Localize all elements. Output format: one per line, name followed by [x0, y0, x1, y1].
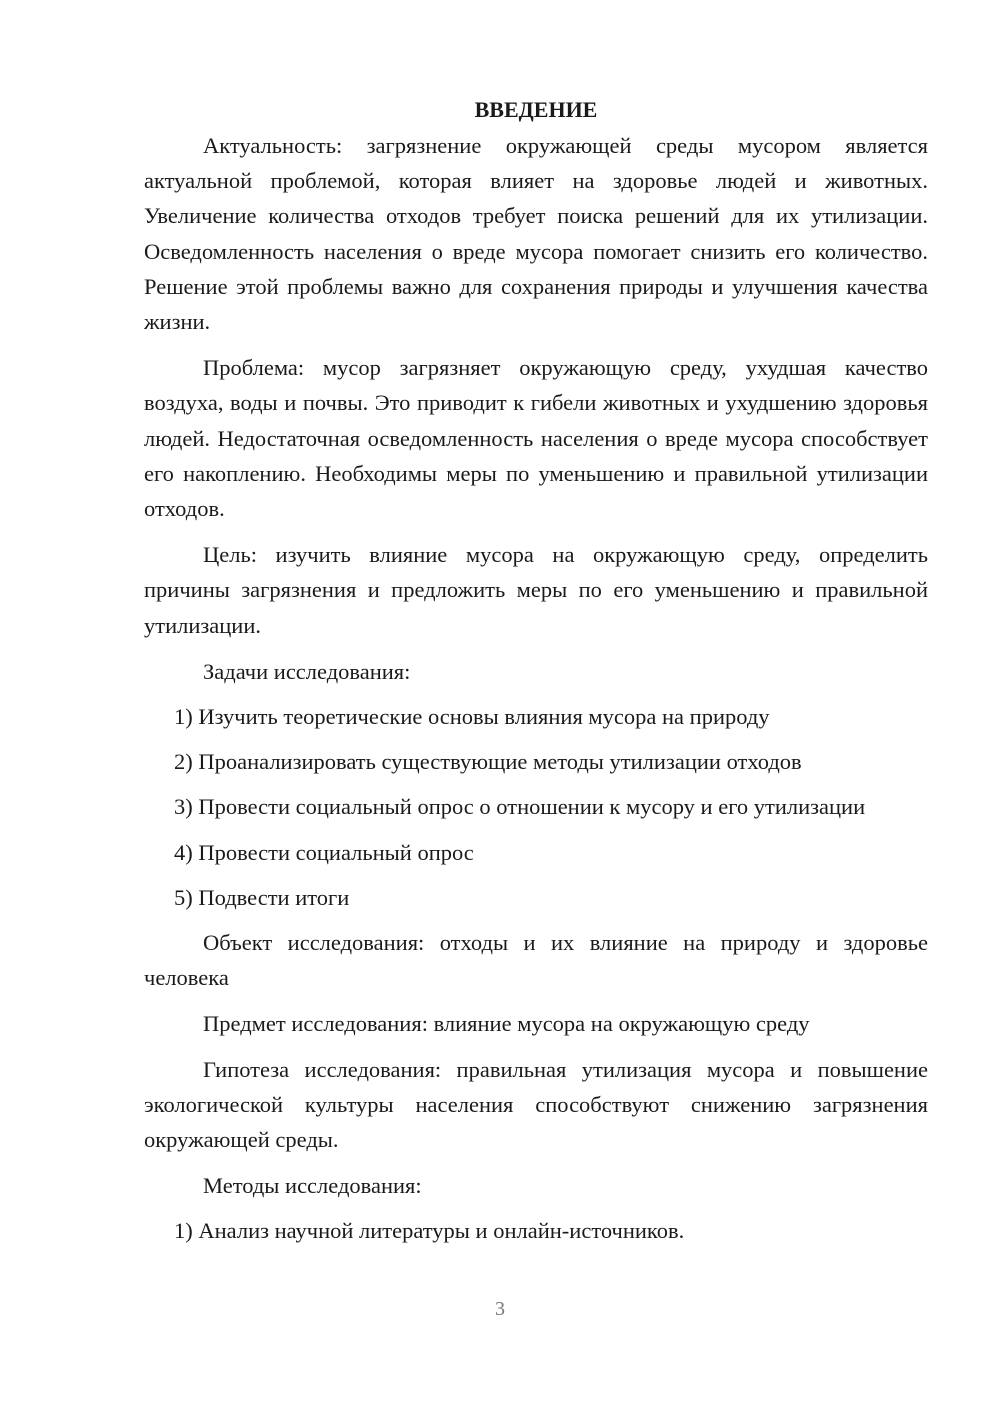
- problem-paragraph: Проблема: мусор загрязняет окружающую среду, ухудшая качество воздуха, воды и почвы. Это приводит к гибели животных и ухудшению здоровья людей. Недостаточная осведомленность населения о вреде мусора способствует его накоплению. Необходимы меры по уменьшению и правильной утилизации отходов.: [144, 355, 928, 522]
- task-item-4: 4) Провести социальный опрос: [174, 839, 474, 865]
- page-number: 3: [495, 1298, 505, 1320]
- object-paragraph: Объект исследования: отходы и их влияние на природу и здоровье человека: [144, 930, 928, 991]
- task-item-3: 3) Провести социальный опрос о отношении к мусору и его утилизации: [174, 794, 866, 820]
- document-page: [144, 92, 928, 1259]
- relevance-paragraph: Актуальность: загрязнение окружающей среды мусором является актуальной проблемой, которая влияет на здоровье людей и животных. Увеличение количества отходов требует поиска решений для их утилизации. Осведомленность населения о вреде мусора помогает снизить его количество. Решение этой проблемы важно для сохранения природы и улучшения качества жизни.: [144, 133, 928, 335]
- task-item-5: 5) Подвести итоги: [174, 884, 350, 910]
- task-item-2: 2) Проанализировать существующие методы утилизации отходов: [174, 749, 802, 775]
- method-item-1: 1) Анализ научной литературы и онлайн-источников.: [174, 1218, 685, 1244]
- subject-paragraph: Предмет исследования: влияние мусора на окружающую среду: [203, 1011, 810, 1037]
- methods-heading: Методы исследования:: [203, 1173, 422, 1199]
- tasks-heading: Задачи исследования:: [203, 658, 411, 684]
- goal-paragraph: Цель: изучить влияние мусора на окружающую среду, определить причины загрязнения и предложить меры по его уменьшению и правильной утилизации.: [144, 542, 928, 638]
- hypothesis-paragraph: Гипотеза исследования: правильная утилизация мусора и повышение экологической культуры населения способствуют снижению загрязнения окружающей среды.: [144, 1056, 928, 1153]
- section-title: ВВЕДЕНИЕ: [474, 97, 598, 122]
- task-item-1: 1) Изучить теоретические основы влияния мусора на природу: [174, 704, 770, 730]
